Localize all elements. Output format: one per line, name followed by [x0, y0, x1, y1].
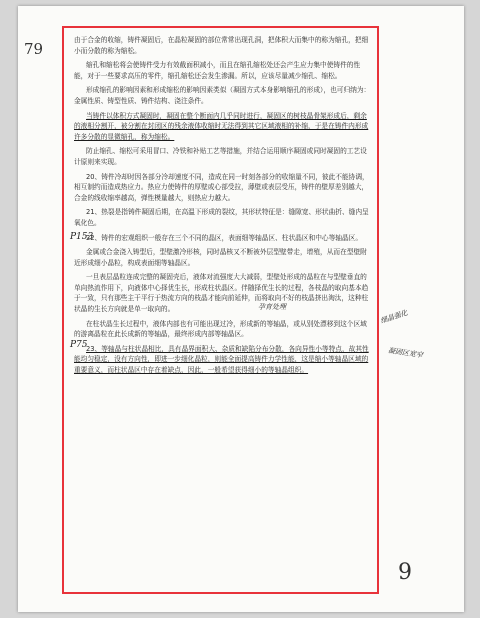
paragraph-2: 缩孔和缩松将会使铸件受力有效截面积减小，而且在缩孔缩松处还会产生应力集中使铸件的性能，对于一些要求高压的零件，缩孔缩松还会发生渗漏。所以，应该尽量减少缩孔、缩松。	[74, 61, 361, 80]
paragraph-11: 在柱状晶生长过程中，液体内部也有可能出现过冷，形成新的等轴晶，或从别处漂移到这个区域的游离晶粒在此长成新的等轴晶，最终形成内部等轴晶区。	[74, 319, 367, 339]
paragraph-4: 当铸件以体积方式凝固时，凝固在整个断面内几乎同时进行，凝固区的树枝晶骨架形成后，剩余的液相分割开，被分割在封闭区的残余液体收缩时无法得到其它区域液相的补缩，于是在铸件内形成许多分散的显微缩孔，称为缩松。	[74, 111, 369, 141]
handwritten-page-number: 9	[398, 560, 412, 585]
paragraph-3: 形成缩孔的影响因素和形成缩松的影响因素类似（凝固方式本身影响缩孔的形成），也可归纳为：金属性质、铸型性质、铸件结构、浇注条件。	[74, 86, 371, 105]
document-text	[74, 35, 372, 590]
paragraph-6: 20、铸件冷却时因各部分冷却速度不同，造成在同一时刻各部分的收缩量不同，彼此不能协调，相互制约而造成热应力。热应力使铸件的厚壁或心部受拉，薄壁或表层受压，铸件的壁厚差别越大，合金的线收缩率越高，弹性模量越大，则热应力越大。	[74, 172, 369, 202]
handwritten-note-right-side: 凝固区宽窄	[387, 346, 424, 360]
handwritten-page-ref-2: P75	[70, 340, 88, 350]
handwritten-note-right: 细晶强化	[379, 308, 409, 326]
handwritten-note-mid: 孕育处理	[258, 303, 286, 311]
paragraph-8: 22、铸件的宏观组织一般存在三个不同的晶区，表面细等轴晶区、柱状晶区和中心等轴晶区。	[86, 233, 363, 242]
paragraph-7: 21、热裂是指铸件凝固后期，在高温下形成的裂纹，其形状特征是：缝隙宽、形状曲折、缝内呈氧化色。	[74, 208, 369, 227]
margin-handwritten-number: 79	[24, 40, 44, 58]
paragraph-9: 金属或合金浇入铸型后，型壁激冷形核，同时晶核又不断被外层型壁带走，增殖，从而在型壁附近形成细小晶粒，构成表面细等轴晶区。	[74, 248, 367, 267]
handwritten-page-ref-1: P153	[70, 232, 94, 242]
paragraph-1: 由于合金的收缩，铸件凝固后，在晶粒凝固的部位常常出现孔洞，把体积大而集中的称为缩孔，把细小而分散的称为缩松。	[74, 36, 369, 55]
paragraph-10: 一旦表层晶粒连成完整的凝固壳后，液体对流强度大大减弱，型壁处形成的晶粒在与型壁垂直的单向热流作用下，向液体中心择优生长，形成柱状晶区。伴随择优生长的过程，各枝晶的取向基本趋于一致，只有那些主干平行于热流方向的枝晶才能向前延伸，而将取向不好的枝晶挤出淘汰，这种柱状晶的生长方向就是单一取向的。	[74, 273, 369, 314]
paragraph-12: 23、等轴晶与柱状晶相比，具有晶界面积大、杂质和缺陷分布分散，各向异性小等特点，故其性能均匀稳定，没有方向性，即进一步细化晶粒，则能全面提高铸件力学性能，这是缩小等轴晶区域的重要意义，而柱状晶区中存在着缺点，因此，一般希望获得细小的等轴晶组织。	[74, 344, 369, 375]
paragraph-5: 防止缩孔、缩松可采用冒口、冷铁和补贴工艺等措施，并结合运用顺序凝固或同时凝固的工艺设计原则来实现。	[74, 147, 367, 166]
